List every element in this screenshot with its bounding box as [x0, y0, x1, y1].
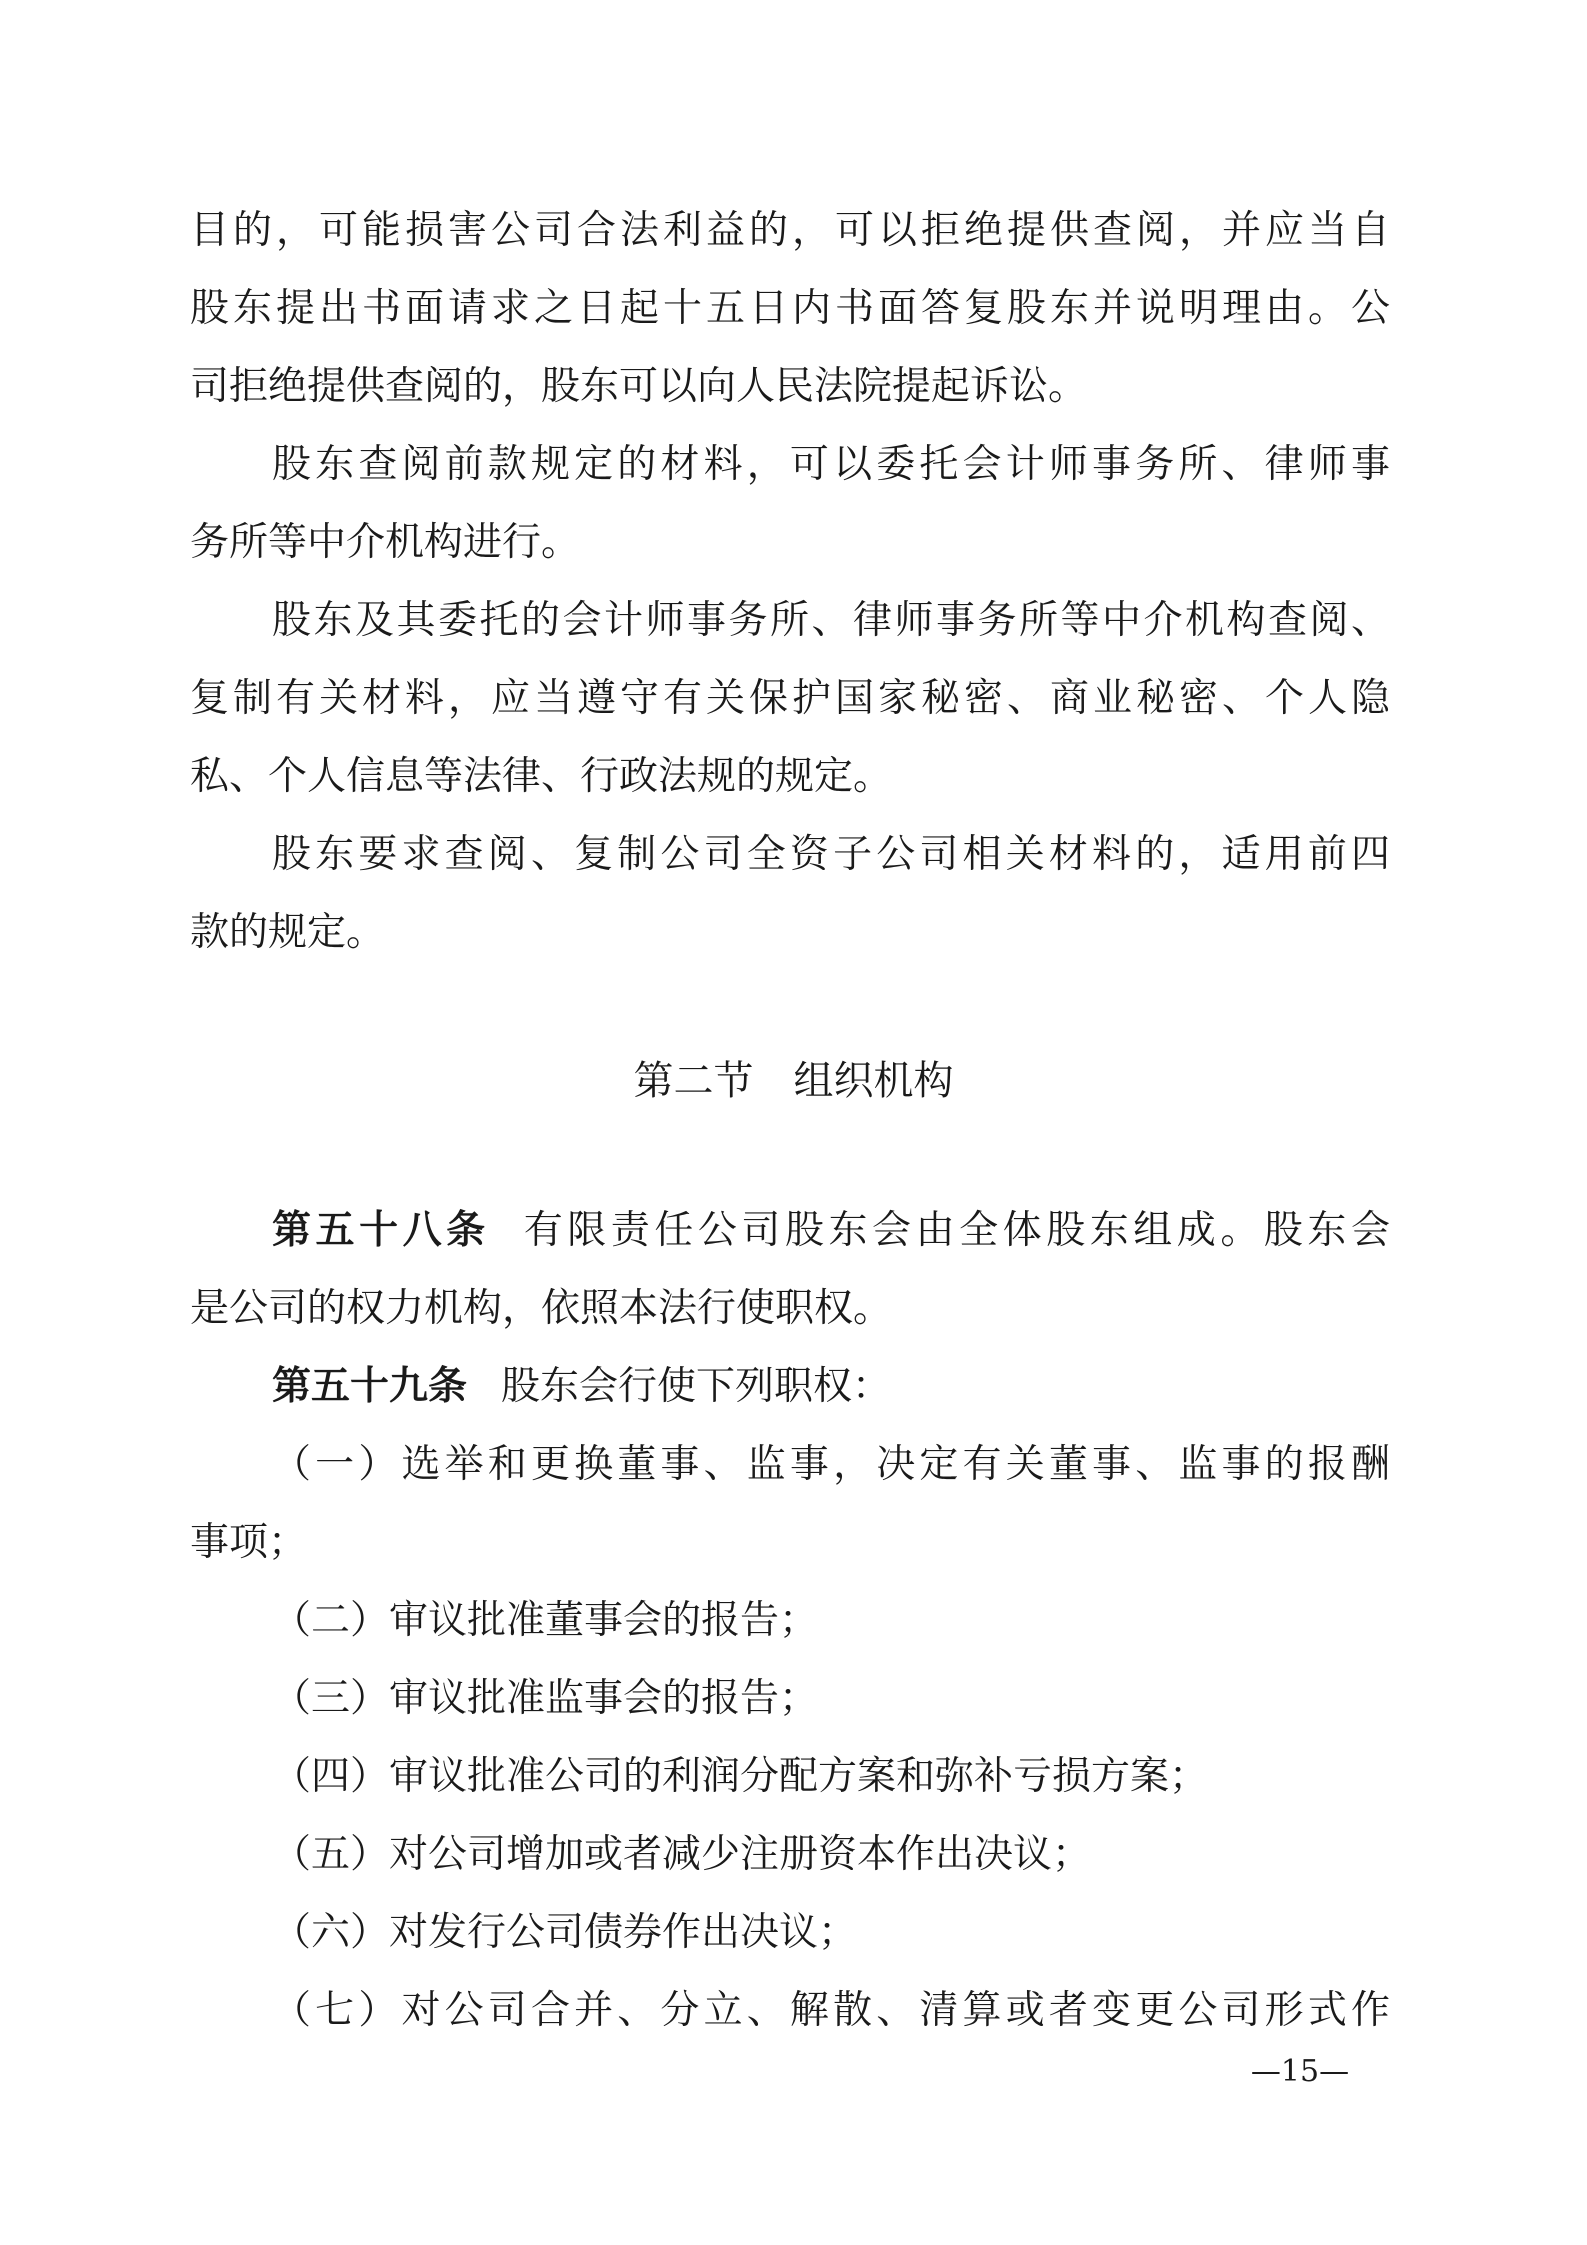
paragraph-2-line-1: 股东查阅前款规定的材料，可以委托会计师事务所、律师事 — [272, 442, 1390, 487]
paragraph-3-line-1: 股东及其委托的会计师事务所、律师事务所等中介机构查阅、 — [272, 598, 1390, 643]
article-59-item-3: （三）审议批准监事会的报告； — [272, 1676, 819, 1721]
paragraph-2-line-2: 务所等中介机构进行。 — [190, 520, 581, 565]
article-59-item-1-line-2: 事项； — [190, 1520, 308, 1565]
article-58-text: 有限责任公司股东会由全体股东组成。股东会 — [523, 1208, 1390, 1253]
article-58-number: 第五十八条 — [272, 1208, 490, 1253]
article-59-item-5: （五）对公司增加或者减少注册资本作出决议； — [272, 1832, 1092, 1877]
article-59-item-2: （二）审议批准董事会的报告； — [272, 1598, 819, 1643]
article-59-text: 股东会行使下列职权： — [501, 1364, 892, 1409]
article-59-item-7-line-1: （七）对公司合并、分立、解散、清算或者变更公司形式作 — [272, 1988, 1390, 2033]
article-58-line-2: 是公司的权力机构，依照本法行使职权。 — [190, 1286, 893, 1331]
paragraph-1-line-2: 股东提出书面请求之日起十五日内书面答复股东并说明理由。公 — [190, 286, 1390, 331]
paragraph-3-line-2: 复制有关材料，应当遵守有关保护国家秘密、商业秘密、个人隐 — [190, 676, 1390, 721]
article-59-item-4: （四）审议批准公司的利润分配方案和弥补亏损方案； — [272, 1754, 1209, 1799]
paragraph-3-line-3: 私、个人信息等法律、行政法规的规定。 — [190, 754, 893, 799]
section-heading: 第二节 组织机构 — [633, 1058, 954, 1104]
article-59-item-1-line-1: （一）选举和更换董事、监事，决定有关董事、监事的报酬 — [272, 1442, 1390, 1487]
paragraph-4-line-2: 款的规定。 — [190, 910, 386, 955]
article-59-number: 第五十九条 — [272, 1364, 468, 1409]
article-58-line-1 — [272, 1205, 1390, 1257]
paragraph-1-line-3: 司拒绝提供查阅的，股东可以向人民法院提起诉讼。 — [190, 364, 1088, 409]
article-59-item-6: （六）对发行公司债券作出决议； — [272, 1910, 858, 1955]
paragraph-1-line-1: 目的，可能损害公司合法利益的，可以拒绝提供查阅，并应当自 — [190, 208, 1390, 253]
paragraph-4-line-1: 股东要求查阅、复制公司全资子公司相关材料的，适用前四 — [272, 832, 1390, 877]
page-number: —15— — [1250, 2054, 1350, 2089]
article-59-line-1 — [272, 1361, 1390, 1413]
